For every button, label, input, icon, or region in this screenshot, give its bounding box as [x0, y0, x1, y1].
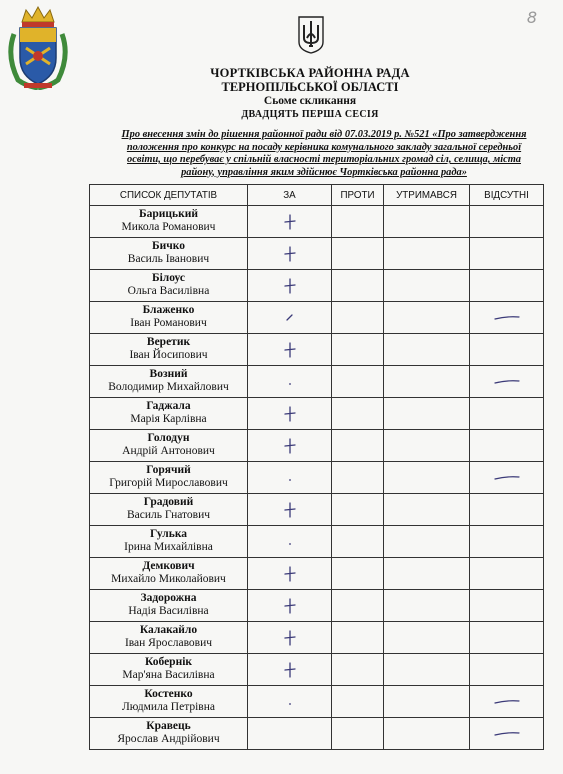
vote-abstained-cell — [384, 334, 470, 366]
deputy-surname: Кобернік — [144, 656, 193, 668]
vote-for-cell — [248, 206, 332, 238]
deputy-surname: Веретик — [146, 336, 191, 348]
vote-absent-cell — [470, 686, 544, 718]
vote-absent-cell — [470, 494, 544, 526]
vote-against-cell — [332, 590, 384, 622]
vote-absent-cell — [470, 430, 544, 462]
deputy-given-name: Микола Романович — [121, 221, 216, 233]
vote-abstained-cell — [384, 302, 470, 334]
deputy-given-name: Марія Карлівна — [130, 413, 207, 425]
session-name: ДВАДЦЯТЬ ПЕРША СЕСІЯ — [241, 109, 379, 120]
table-row — [90, 270, 544, 302]
handwritten-plus-mark-icon — [248, 565, 331, 583]
vote-for-cell — [248, 302, 332, 334]
deputy-given-name: Григорій Мирославович — [109, 477, 228, 489]
deputy-surname: Блаженко — [142, 304, 195, 316]
handwritten-plus-mark-icon — [248, 245, 331, 263]
handwritten-dash-mark-icon — [470, 730, 543, 738]
deputy-given-name: Андрій Антонович — [122, 445, 215, 457]
deputy-given-name: Іван Йосипович — [129, 349, 208, 361]
vote-abstained-cell — [384, 494, 470, 526]
vote-abstained-cell — [384, 526, 470, 558]
deputy-name-cell — [90, 622, 248, 654]
table-row — [90, 686, 544, 718]
deputy-given-name: Мар'яна Василівна — [122, 669, 215, 681]
table-row — [90, 526, 544, 558]
vote-for-cell — [248, 686, 332, 718]
vote-against-cell — [332, 558, 384, 590]
deputy-surname: Барицький — [139, 208, 198, 220]
deputy-given-name: Іван Ярославович — [124, 637, 213, 649]
vote-abstained-cell — [384, 462, 470, 494]
vote-against-cell — [332, 686, 384, 718]
deputy-name-cell — [90, 718, 248, 750]
handwritten-dash-mark-icon — [470, 474, 543, 482]
table-row — [90, 302, 544, 334]
vote-absent-cell — [470, 398, 544, 430]
deputy-surname: Бичко — [152, 240, 185, 252]
table-header-row — [90, 185, 544, 206]
handwritten-dash-mark-icon — [470, 314, 543, 322]
vote-absent-cell — [470, 526, 544, 558]
handwritten-dash-mark-icon — [470, 698, 543, 706]
deputy-surname: Костенко — [144, 688, 193, 700]
deputy-name-cell — [90, 494, 248, 526]
page-number: 8 — [526, 8, 537, 27]
column-header-absent: ВІДСУТНІ — [470, 185, 544, 206]
handwritten-plus-mark-icon — [248, 629, 331, 647]
deputy-name-cell — [90, 462, 248, 494]
deputy-name-cell — [90, 366, 248, 398]
deputy-surname: Градовий — [143, 496, 194, 508]
deputy-name-cell — [90, 334, 248, 366]
deputy-surname: Возний — [149, 368, 188, 380]
handwritten-tick-mark-icon — [248, 309, 331, 327]
vote-absent-cell — [470, 590, 544, 622]
deputy-surname: Кравець — [146, 720, 191, 732]
table-row — [90, 206, 544, 238]
deputy-given-name: Василь Гнатович — [126, 509, 211, 521]
vote-for-cell — [248, 494, 332, 526]
voting-table — [89, 184, 544, 750]
voting-table-body — [90, 206, 544, 750]
vote-abstained-cell — [384, 590, 470, 622]
vote-against-cell — [332, 430, 384, 462]
vote-for-cell — [248, 590, 332, 622]
table-row — [90, 654, 544, 686]
vote-abstained-cell — [384, 430, 470, 462]
vote-absent-cell — [470, 270, 544, 302]
vote-abstained-cell — [384, 366, 470, 398]
handwritten-dash-mark-icon — [470, 378, 543, 386]
table-row — [90, 558, 544, 590]
district-coat-of-arms-icon — [4, 4, 72, 90]
deputy-name-cell — [90, 430, 248, 462]
vote-against-cell — [332, 718, 384, 750]
vote-for-cell — [248, 366, 332, 398]
trident-emblem-icon — [298, 16, 324, 54]
column-header-deputies: СПИСОК ДЕПУТАТІВ — [90, 185, 248, 206]
vote-against-cell — [332, 494, 384, 526]
deputy-surname: Голодун — [147, 432, 190, 444]
vote-for-cell — [248, 398, 332, 430]
vote-absent-cell — [470, 654, 544, 686]
table-row — [90, 334, 544, 366]
deputy-given-name: Іван Романович — [130, 317, 207, 329]
column-header-abstained: УТРИМАВСЯ — [384, 185, 470, 206]
deputy-given-name: Людмила Петрівна — [121, 701, 216, 713]
deputy-given-name: Володимир Михайлович — [108, 381, 229, 393]
deputy-given-name: Михайло Миколайович — [111, 573, 226, 585]
handwritten-plus-mark-icon — [248, 341, 331, 359]
table-row — [90, 590, 544, 622]
vote-absent-cell — [470, 206, 544, 238]
deputy-name-cell — [90, 590, 248, 622]
vote-against-cell — [332, 462, 384, 494]
deputy-given-name: Василь Іванович — [127, 253, 210, 265]
deputy-surname: Задорожна — [140, 592, 197, 604]
deputy-surname: Горячий — [146, 464, 191, 476]
deputy-name-cell — [90, 302, 248, 334]
table-row — [90, 366, 544, 398]
vote-against-cell — [332, 366, 384, 398]
deputy-name-cell — [90, 686, 248, 718]
vote-for-cell — [248, 526, 332, 558]
deputy-surname: Калакайло — [139, 624, 198, 636]
vote-for-cell — [248, 718, 332, 750]
vote-absent-cell — [470, 302, 544, 334]
handwritten-plus-mark-icon — [248, 597, 331, 615]
deputy-name-cell — [90, 654, 248, 686]
region-name: ТЕРНОПІЛЬСЬКОЇ ОБЛАСТІ — [221, 80, 399, 94]
deputy-name-cell — [90, 270, 248, 302]
deputy-name-cell — [90, 558, 248, 590]
deputy-name-cell — [90, 206, 248, 238]
vote-absent-cell — [470, 334, 544, 366]
vote-abstained-cell — [384, 398, 470, 430]
handwritten-plus-mark-icon — [248, 277, 331, 295]
vote-for-cell — [248, 622, 332, 654]
deputy-name-cell — [90, 238, 248, 270]
table-row — [90, 718, 544, 750]
table-row — [90, 238, 544, 270]
vote-absent-cell — [470, 622, 544, 654]
deputy-surname: Демкович — [142, 560, 195, 572]
vote-abstained-cell — [384, 718, 470, 750]
vote-against-cell — [332, 206, 384, 238]
vote-abstained-cell — [384, 622, 470, 654]
vote-abstained-cell — [384, 270, 470, 302]
vote-against-cell — [332, 238, 384, 270]
vote-abstained-cell — [384, 558, 470, 590]
deputy-surname: Гулька — [149, 528, 188, 540]
vote-for-cell — [248, 270, 332, 302]
vote-against-cell — [332, 398, 384, 430]
deputy-name-cell — [90, 526, 248, 558]
handwritten-dot-mark-icon — [248, 469, 331, 487]
vote-against-cell — [332, 270, 384, 302]
deputy-name-cell — [90, 398, 248, 430]
vote-for-cell — [248, 334, 332, 366]
deputy-given-name: Ярослав Андрійович — [117, 733, 220, 745]
vote-against-cell — [332, 334, 384, 366]
vote-for-cell — [248, 430, 332, 462]
vote-absent-cell — [470, 366, 544, 398]
deputy-given-name: Ірина Михайлівна — [124, 541, 213, 553]
vote-for-cell — [248, 654, 332, 686]
vote-against-cell — [332, 302, 384, 334]
vote-absent-cell — [470, 558, 544, 590]
table-row — [90, 462, 544, 494]
vote-for-cell — [248, 558, 332, 590]
convocation: Сьоме скликання — [263, 95, 357, 107]
column-header-against: ПРОТИ — [332, 185, 384, 206]
handwritten-plus-mark-icon — [248, 501, 331, 519]
table-row — [90, 494, 544, 526]
deputy-surname: Гаджала — [146, 400, 191, 412]
column-header-for: ЗА — [248, 185, 332, 206]
vote-abstained-cell — [384, 206, 470, 238]
council-name: ЧОРТКІВСЬКА РАЙОННА РАДА — [210, 66, 410, 80]
deputy-given-name: Надія Василівна — [128, 605, 209, 617]
vote-absent-cell — [470, 238, 544, 270]
vote-against-cell — [332, 654, 384, 686]
handwritten-plus-mark-icon — [248, 437, 331, 455]
table-row — [90, 398, 544, 430]
vote-abstained-cell — [384, 238, 470, 270]
vote-abstained-cell — [384, 654, 470, 686]
deputy-surname: Білоус — [151, 272, 186, 284]
vote-abstained-cell — [384, 686, 470, 718]
deputy-given-name: Ольга Василівна — [127, 285, 210, 297]
vote-for-cell — [248, 462, 332, 494]
table-row — [90, 430, 544, 462]
vote-for-cell — [248, 238, 332, 270]
vote-against-cell — [332, 526, 384, 558]
vote-absent-cell — [470, 462, 544, 494]
handwritten-plus-mark-icon — [248, 405, 331, 423]
handwritten-dot-mark-icon — [248, 373, 331, 391]
vote-against-cell — [332, 622, 384, 654]
table-row — [90, 622, 544, 654]
handwritten-plus-mark-icon — [248, 213, 331, 231]
handwritten-dot-mark-icon — [248, 533, 331, 551]
handwritten-dot-mark-icon — [248, 693, 331, 711]
handwritten-plus-mark-icon — [248, 661, 331, 679]
vote-absent-cell — [470, 718, 544, 750]
document-header — [90, 66, 530, 122]
decision-title: Про внесення змін до рішення районної ради від 07.03.2019 р. №521 «Про затвердження положення про конкурс на посаду керівника комунального закладу загальної середньої освіти, що перебуває у спільній власності територіальних громад сіл, селища, міста району, управління яким здійснює Чортківська районна рада» — [121, 129, 527, 178]
